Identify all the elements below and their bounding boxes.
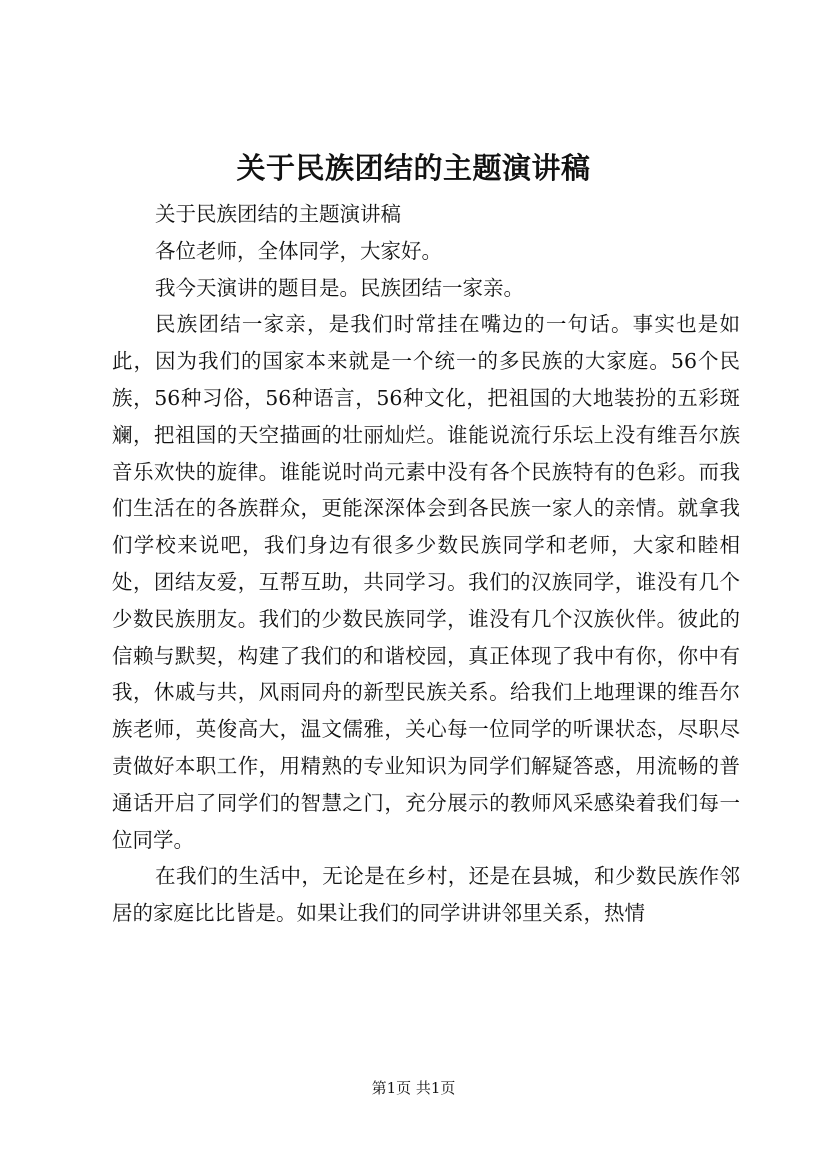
document-title: 关于民族团结的主题演讲稿 [236,151,591,185]
paragraph-heading-repeat: 关于民族团结的主题演讲稿 [155,202,402,226]
paragraph-greeting: 各位老师，全体同学，大家好。 [155,238,443,263]
paragraph-topic: 我今天演讲的题目是。民族团结一家亲。 [155,275,525,300]
page-number-footer: 第1页 共1页 [371,1079,456,1097]
paragraph-continuation: 在我们的生活中，无论是在乡村，还是在县城，和少数民族作邻居的家庭比比皆是。如果让我们的同学讲讲邻里关系，热情 [112,864,740,926]
paragraph-main: 民族团结一家亲，是我们时常挂在嘴边的一句话。事实也是如此，因为我们的国家本来就是一个统一的多民族的大家庭。56个民族，56种习俗，56种语言，56种文化，把祖国的大地装扮的五彩斑斓，把祖国的天空描画的壮丽灿烂。谁能说流行乐坛上没有维吾尔族音乐欢快的旋律。谁能说时尚元素中没有各个民族特有的色彩。而我们生活在的各族群众，更能深深体会到各民族一家人的亲情。就拿我们学校来说吧，我们身边有很多少数民族同学和老师，大家和睦相处，团结友爱，互帮互助，共同学习。我们的汉族同学，谁没有几个少数民族朋友。我们的少数民族同学，谁没有几个汉族伙伴。彼此的信赖与默契，构建了我们的和谐校园，真正体现了我中有你，你中有我，休戚与共，风雨同舟的新型民族关系。给我们上地理课的维吾尔族老师，英俊高大，温文儒雅，关心每一位同学的听课状态，尽职尽责做好本职工作，用精熟的专业知识为同学们解疑答惑，用流畅的普通话开启了同学们的智慧之门，充分展示的教师风采感染着我们每一位同学。 [112,312,740,852]
document-body [112,196,740,932]
